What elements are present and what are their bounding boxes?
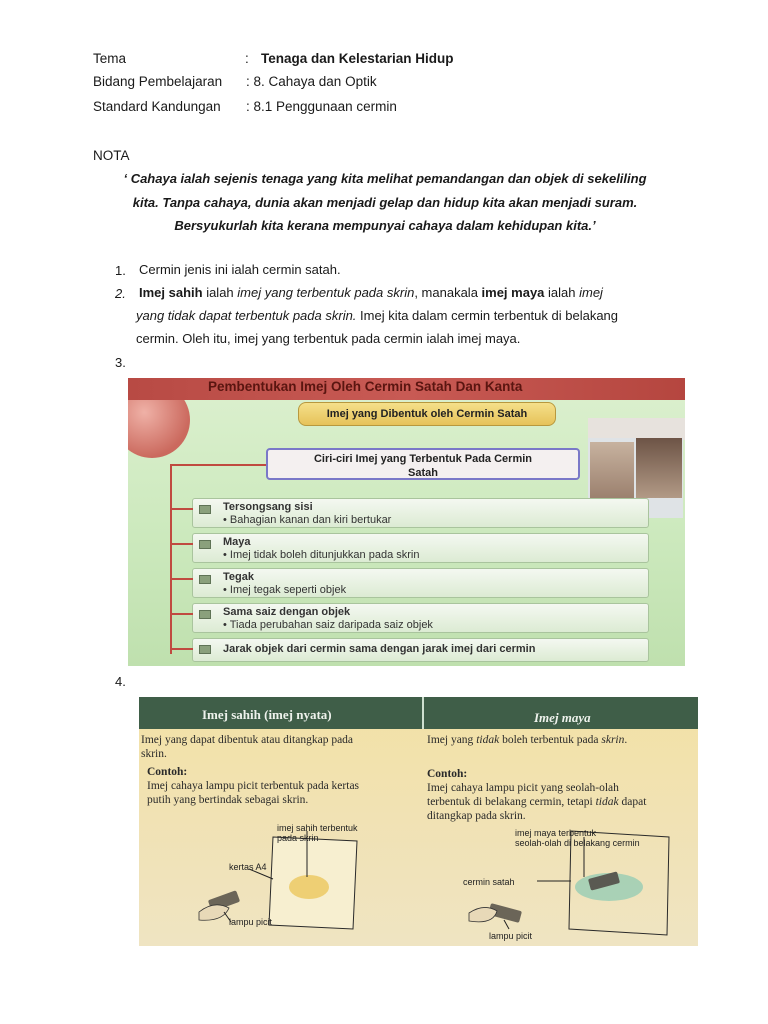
folder-icon xyxy=(199,540,211,549)
mirror-reflection-image xyxy=(636,438,682,498)
connector-stub xyxy=(171,578,193,580)
text: Imej kita dalam cermin terbentuk di belakang xyxy=(356,308,619,323)
right-definition xyxy=(427,733,627,747)
text-line xyxy=(427,795,646,809)
slide-item-head: Maya xyxy=(223,536,251,548)
label-line: imej maya terbentuk xyxy=(515,828,597,838)
list-number: 1. xyxy=(115,263,126,278)
imej-sahih-term: Imej sahih xyxy=(139,285,203,300)
textbook-image xyxy=(139,697,698,946)
label-lampu-left: lampu picit xyxy=(229,917,273,927)
list-item-2-line-3: cermin. Oleh itu, imej yang terbentuk pada cermin ialah imej maya. xyxy=(136,331,521,346)
slide-item xyxy=(192,638,649,662)
list-item-1-text: Cermin jenis ini ialah cermin satah. xyxy=(139,262,341,277)
slide-item-sub: • Imej tidak boleh ditunjukkan pada skrin xyxy=(223,549,420,561)
bidang-value: : 8. Cahaya dan Optik xyxy=(246,74,377,89)
folder-icon xyxy=(199,610,211,619)
box-title-line: Satah xyxy=(408,467,438,479)
list-number: 3. xyxy=(115,355,126,370)
connector-stub xyxy=(171,508,193,510)
label-imej-sahih xyxy=(277,823,358,843)
tema-colon: : xyxy=(245,51,249,66)
slide-item xyxy=(192,533,649,563)
slide-subtitle: Imej yang Dibentuk oleh Cermin Satah xyxy=(298,402,556,426)
list-item-2-line-1 xyxy=(139,281,603,304)
tema-label: Tema xyxy=(93,51,127,66)
nota-quote xyxy=(90,167,680,238)
folder-icon xyxy=(199,505,211,514)
header-imej-sahih: Imej sahih (imej nyata) xyxy=(202,707,332,722)
slide-item xyxy=(192,498,649,528)
quote-line-2: kita. Tanpa cahaya, dunia akan menjadi gelap dan hidup kita akan menjadi suram. xyxy=(132,194,638,210)
slide-item-head: Sama saiz dengan objek xyxy=(223,606,351,618)
text: Imej yang xyxy=(427,734,477,746)
imej-maya-term: imej maya xyxy=(481,285,545,300)
box-title-line: Ciri-ciri Imej yang Terbentuk Pada Cermin xyxy=(313,453,533,465)
text: imej xyxy=(579,285,603,300)
standard-value: : 8.1 Penggunaan cermin xyxy=(246,99,397,114)
photo-background xyxy=(588,418,685,440)
left-diagram xyxy=(199,831,357,929)
connector-line xyxy=(170,464,266,466)
text: tidak xyxy=(476,734,500,746)
connector-stub xyxy=(171,543,193,545)
label-line: pada skrin xyxy=(277,833,319,843)
quote-line-1: ‘ Cahaya ialah sejenis tenaga yang kita melihat pemandangan dan objek di sekeliling xyxy=(123,171,647,186)
list-number: 2. xyxy=(115,286,126,301)
text: . xyxy=(624,734,628,746)
text: tidak xyxy=(595,796,619,808)
slide-item-head: Tersongsang sisi xyxy=(223,501,313,513)
folder-icon xyxy=(199,575,211,584)
text: ialah xyxy=(202,285,238,300)
text: yang tidak dapat terbentuk pada skrin. xyxy=(136,308,357,323)
slide-item-head: Tegak xyxy=(223,571,254,583)
flashlight-icon xyxy=(469,903,522,923)
slide-item xyxy=(192,568,649,598)
bidang-label: Bidang Pembelajaran xyxy=(93,74,223,89)
text: boleh terbentuk pada xyxy=(499,734,602,746)
header-imej-maya: Imej maya xyxy=(534,710,591,725)
tema-value: Tenaga dan Kelestarian Hidup xyxy=(261,51,454,66)
flashlight-icon xyxy=(199,890,240,920)
text-line: Imej yang dapat dibentuk atau ditangkap pada xyxy=(141,734,354,746)
slide-title: Pembentukan Imej Oleh Cermin Satah Dan Kanta xyxy=(208,379,523,394)
text: terbentuk di belakang cermin, tetapi xyxy=(427,796,596,808)
left-definition xyxy=(141,733,353,761)
text: dapat xyxy=(618,796,647,808)
nota-heading: NOTA xyxy=(93,148,130,163)
slide-box-title xyxy=(266,448,580,480)
connector-line xyxy=(170,464,172,654)
pointer-line xyxy=(504,920,509,929)
slide-item-head: Jarak objek dari cermin sama dengan jarak imej dari cermin xyxy=(223,643,536,655)
text: ialah xyxy=(544,285,580,300)
header-divider xyxy=(422,697,424,729)
folder-icon xyxy=(199,645,211,654)
connector-stub xyxy=(171,613,193,615)
slide-image xyxy=(128,378,685,666)
right-example xyxy=(427,767,646,823)
label-line: seolah-olah di belakang cermin xyxy=(515,838,640,848)
left-example xyxy=(147,765,359,807)
label-kertas: kertas A4 xyxy=(229,862,267,872)
label-line: imej sahih terbentuk xyxy=(277,823,358,833)
label-cermin: cermin satah xyxy=(463,877,515,887)
standard-label: Standard Kandungan xyxy=(93,99,221,114)
list-number: 4. xyxy=(115,674,126,689)
text-line: skrin. xyxy=(141,748,167,760)
text: , manakala xyxy=(414,285,482,300)
label-lampu-right: lampu picit xyxy=(489,931,533,941)
text-line: putih yang bertindak sebagai skrin. xyxy=(147,794,309,806)
text-line: Imej cahaya lampu picit terbentuk pada kertas xyxy=(147,780,360,792)
connector-stub xyxy=(171,648,193,650)
text: imej yang terbentuk pada skrin xyxy=(237,285,415,300)
slide-item xyxy=(192,603,649,633)
slide-item-sub: • Bahagian kanan dan kiri bertukar xyxy=(223,514,392,526)
slide-item-sub: • Tiada perubahan saiz daripada saiz objek xyxy=(223,619,433,631)
slide-item-sub: • Imej tegak seperti objek xyxy=(223,584,347,596)
list-item-2-line-2 xyxy=(136,304,618,327)
text: skrin xyxy=(601,734,625,746)
contoh-label: Contoh: xyxy=(427,768,468,780)
text-line: ditangkap pada skrin. xyxy=(427,810,526,822)
light-spot xyxy=(289,875,329,899)
text-line: Imej cahaya lampu picit yang seolah-olah xyxy=(427,782,619,794)
label-imej-maya xyxy=(515,828,640,848)
contoh-label: Contoh: xyxy=(147,766,188,778)
quote-line-3: Bersyukurlah kita kerana mempunyai cahaya dalam kehidupan kita.’ xyxy=(174,218,596,233)
